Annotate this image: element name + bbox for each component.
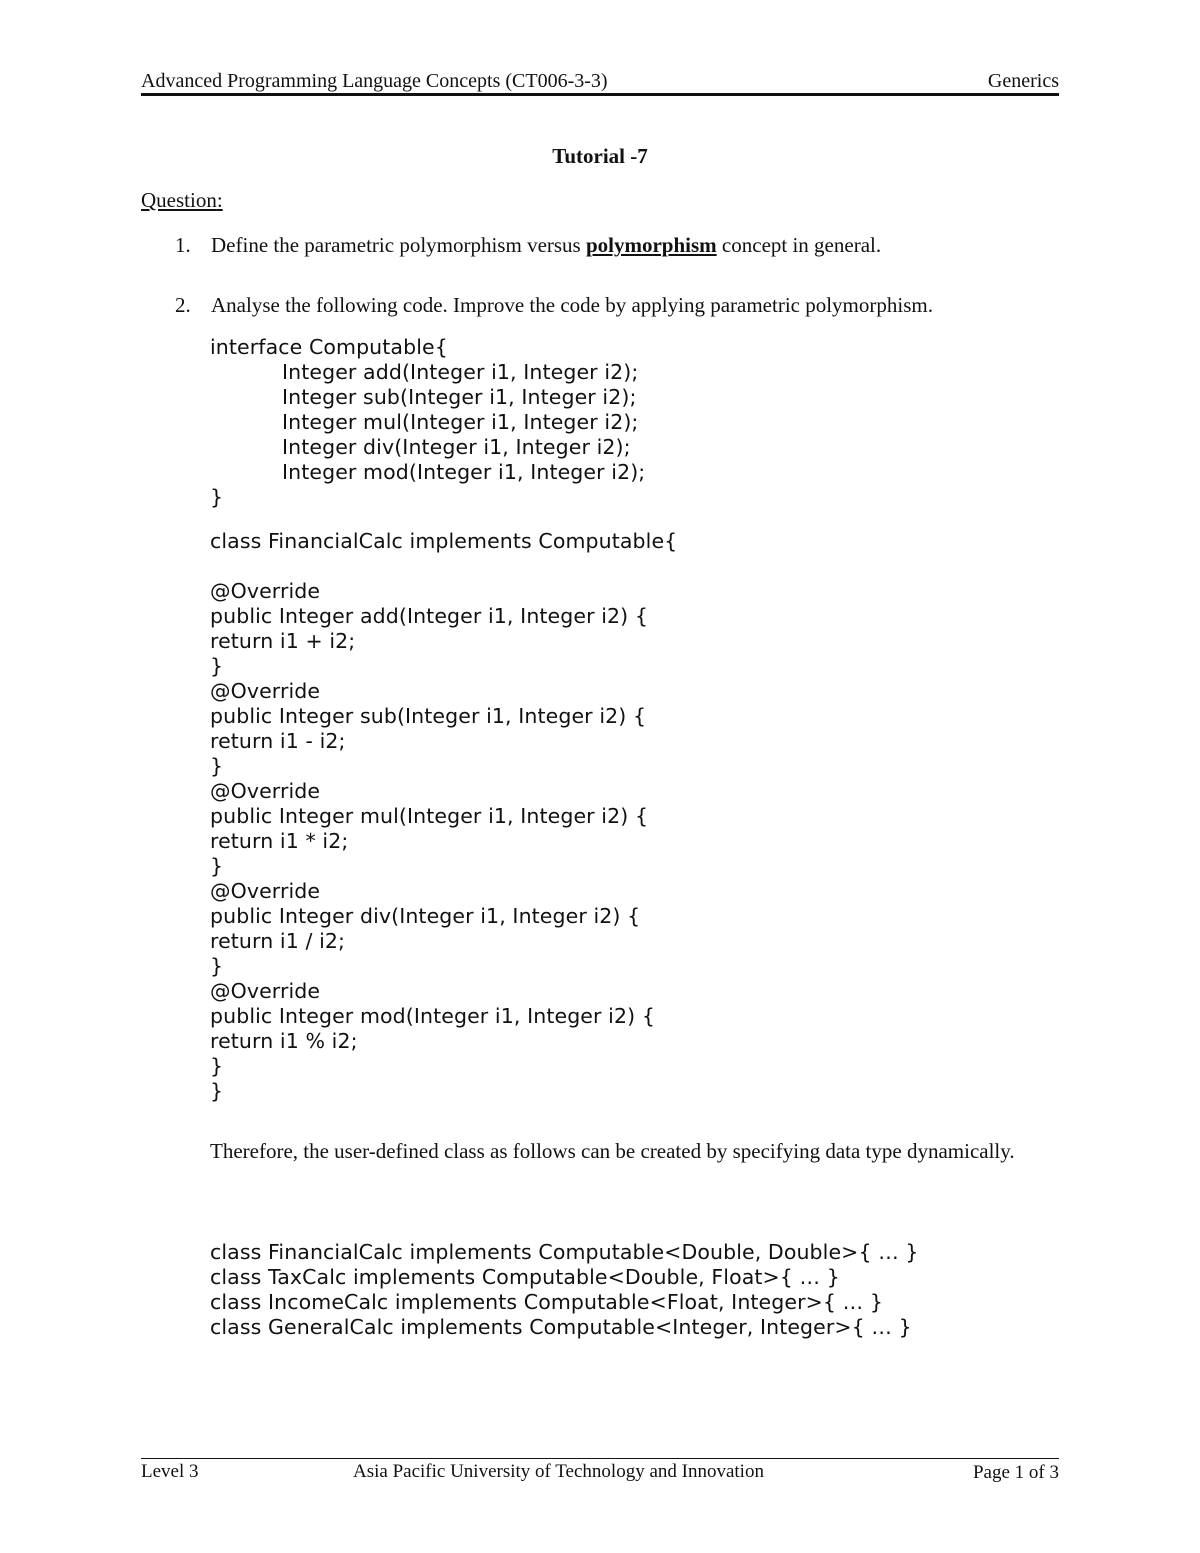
question-label: Question (141, 188, 217, 212)
code-line: } (210, 1054, 224, 1078)
code-line: @Override (210, 579, 321, 603)
question-1-text-after: concept in general. (716, 233, 882, 257)
code-line: public Integer mod(Integer i1, Integer i2) { (210, 1004, 655, 1028)
code-line: public Integer mul(Integer i1, Integer i2) { (210, 804, 649, 828)
code-line: } (210, 1079, 224, 1103)
question-1-text (211, 233, 881, 258)
code-line: Integer div(Integer i1, Integer i2); (282, 435, 631, 459)
code-line: class IncomeCalc implements Computable<Float, Integer>{ … } (210, 1290, 884, 1314)
code-line: return i1 - i2; (210, 729, 346, 753)
code-line: } (210, 854, 224, 878)
question-1-emphasis: polymorphism (585, 233, 717, 257)
code-line: class FinancialCalc implements Computable{ (210, 529, 678, 553)
code-line: @Override (210, 979, 321, 1003)
footer-institution: Asia Pacific University of Technology and Innovation (353, 1461, 764, 1482)
code-line: @Override (210, 779, 321, 803)
code-line: class GeneralCalc implements Computable<Integer, Integer>{ … } (210, 1315, 912, 1339)
header-course: Advanced Programming Language Concepts (CT006-3-3) (141, 70, 608, 92)
question-1-number: 1. (175, 233, 191, 257)
code-line: Integer mod(Integer i1, Integer i2); (282, 460, 646, 484)
code-line: public Integer add(Integer i1, Integer i2) { (210, 604, 649, 628)
footer-divider (141, 1458, 1059, 1459)
question-2-number: 2. (175, 293, 191, 317)
header-topic: Generics (987, 70, 1059, 92)
code-line: @Override (210, 879, 321, 903)
code-line: Integer mul(Integer i1, Integer i2); (282, 410, 639, 434)
code-line: } (210, 654, 224, 678)
therefore-paragraph: Therefore, the user-defined class as follows can be created by specifying data type dynamically. (210, 1139, 1015, 1163)
code-line: class FinancialCalc implements Computable<Double, Double>{ … } (210, 1240, 919, 1264)
code-line: @Override (210, 679, 321, 703)
question-colon: : (216, 188, 223, 212)
question-heading (141, 188, 223, 213)
code-line: return i1 * i2; (210, 829, 349, 853)
code-line: class TaxCalc implements Computable<Double, Float>{ … } (210, 1265, 840, 1289)
code-line: Integer add(Integer i1, Integer i2); (282, 360, 639, 384)
code-line: } (210, 954, 224, 978)
code-line: interface Computable{ (210, 335, 448, 359)
code-line: } (210, 485, 224, 509)
code-line: public Integer div(Integer i1, Integer i2) { (210, 904, 641, 928)
code-line: } (210, 754, 224, 778)
question-2-text: Analyse the following code. Improve the code by applying parametric polymorphism. (211, 293, 933, 317)
code-line: return i1 / i2; (210, 929, 346, 953)
question-1-text-before: Define the parametric polymorphism versus (211, 233, 586, 257)
code-line: Integer sub(Integer i1, Integer i2); (282, 385, 637, 409)
header-divider (141, 93, 1059, 96)
code-line: return i1 + i2; (210, 629, 356, 653)
code-line: public Integer sub(Integer i1, Integer i2) { (210, 704, 647, 728)
footer-level: Level 3 (141, 1461, 199, 1482)
footer-page-number: Page 1 of 3 (972, 1462, 1059, 1483)
document-title: Tutorial -7 (552, 144, 648, 168)
code-line: return i1 % i2; (210, 1029, 358, 1053)
